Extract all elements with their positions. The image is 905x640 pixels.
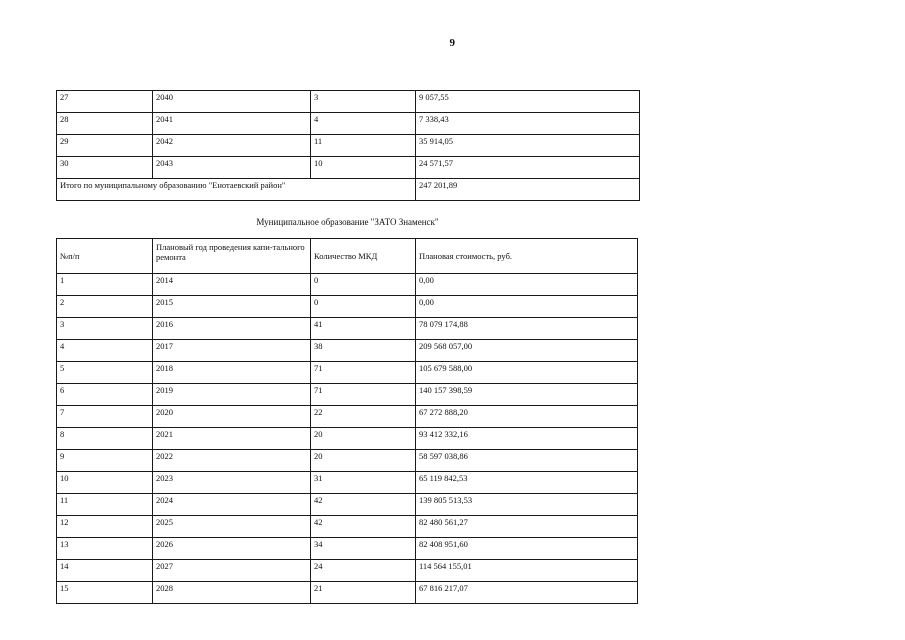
cell-building-count: 3	[311, 91, 416, 113]
cell-year: 2017	[153, 340, 311, 362]
cell-building-count: 42	[311, 494, 416, 516]
cell-building-count: 20	[311, 428, 416, 450]
cell-building-count: 20	[311, 450, 416, 472]
cell-year: 2014	[153, 274, 311, 296]
cell-cost: 35 914,05	[416, 135, 640, 157]
cell-year: 2022	[153, 450, 311, 472]
cell-number: 12	[57, 516, 153, 538]
cell-number: 9	[57, 450, 153, 472]
cell-year: 2019	[153, 384, 311, 406]
table-row	[57, 384, 638, 406]
table-row	[57, 516, 638, 538]
cell-cost: 209 568 057,00	[416, 340, 638, 362]
table-row	[57, 406, 638, 428]
cell-building-count: 0	[311, 296, 416, 318]
table-row	[57, 113, 640, 135]
cell-building-count: 22	[311, 406, 416, 428]
table-row	[57, 538, 638, 560]
cell-year: 2016	[153, 318, 311, 340]
header-planned-cost: Плановая стоимость, руб.	[416, 239, 638, 274]
cell-year: 2042	[153, 135, 311, 157]
cell-building-count: 71	[311, 384, 416, 406]
table-zato-znamensk	[56, 238, 638, 604]
cell-building-count: 24	[311, 560, 416, 582]
cell-year: 2021	[153, 428, 311, 450]
cell-cost: 140 157 398,59	[416, 384, 638, 406]
cell-cost: 9 057,55	[416, 91, 640, 113]
table-row	[57, 428, 638, 450]
cell-number: 3	[57, 318, 153, 340]
total-row	[57, 179, 640, 201]
cell-year: 2041	[153, 113, 311, 135]
table-row	[57, 494, 638, 516]
header-building-count: Количество МКД	[311, 239, 416, 274]
cell-year: 2043	[153, 157, 311, 179]
cell-cost: 0,00	[416, 274, 638, 296]
cell-cost: 58 597 038,86	[416, 450, 638, 472]
cell-cost: 114 564 155,01	[416, 560, 638, 582]
cell-number: 13	[57, 538, 153, 560]
cell-year: 2018	[153, 362, 311, 384]
cell-number: 27	[57, 91, 153, 113]
cell-number: 30	[57, 157, 153, 179]
cell-year: 2027	[153, 560, 311, 582]
table-enotaevsky-continued	[56, 90, 640, 201]
total-value: 247 201,89	[416, 179, 640, 201]
cell-year: 2015	[153, 296, 311, 318]
cell-building-count: 34	[311, 538, 416, 560]
cell-cost: 82 480 561,27	[416, 516, 638, 538]
cell-number: 8	[57, 428, 153, 450]
cell-year: 2028	[153, 582, 311, 604]
header-number: №п/п	[57, 239, 153, 274]
cell-number: 5	[57, 362, 153, 384]
table-row	[57, 582, 638, 604]
cell-number: 2	[57, 296, 153, 318]
table-row	[57, 296, 638, 318]
total-label: Итого по муниципальному образованию "Енотаевский район"	[57, 179, 416, 201]
cell-cost: 24 571,57	[416, 157, 640, 179]
table-row	[57, 362, 638, 384]
cell-year: 2040	[153, 91, 311, 113]
table-header-row	[57, 239, 638, 274]
cell-year: 2024	[153, 494, 311, 516]
cell-building-count: 4	[311, 113, 416, 135]
section-title: Муниципальное образование "ЗАТО Знаменск"	[256, 217, 439, 227]
cell-number: 1	[57, 274, 153, 296]
cell-cost: 139 805 513,53	[416, 494, 638, 516]
cell-cost: 65 119 842,53	[416, 472, 638, 494]
cell-number: 15	[57, 582, 153, 604]
table-row	[57, 472, 638, 494]
cell-cost: 82 408 951,60	[416, 538, 638, 560]
table-row	[57, 340, 638, 362]
page-number: 9	[449, 37, 456, 49]
cell-year: 2023	[153, 472, 311, 494]
table-row	[57, 157, 640, 179]
cell-number: 28	[57, 113, 153, 135]
cell-building-count: 31	[311, 472, 416, 494]
cell-cost: 67 816 217,07	[416, 582, 638, 604]
cell-number: 10	[57, 472, 153, 494]
table-row	[57, 135, 640, 157]
cell-building-count: 11	[311, 135, 416, 157]
cell-year: 2026	[153, 538, 311, 560]
cell-building-count: 38	[311, 340, 416, 362]
cell-building-count: 42	[311, 516, 416, 538]
cell-cost: 93 412 332,16	[416, 428, 638, 450]
table-row	[57, 560, 638, 582]
header-planned-year: Плановый год проведения капи-тального ремонта	[153, 239, 311, 274]
cell-building-count: 21	[311, 582, 416, 604]
cell-cost: 105 679 588,00	[416, 362, 638, 384]
cell-building-count: 41	[311, 318, 416, 340]
cell-number: 6	[57, 384, 153, 406]
table-row	[57, 318, 638, 340]
cell-number: 14	[57, 560, 153, 582]
cell-cost: 7 338,43	[416, 113, 640, 135]
cell-building-count: 71	[311, 362, 416, 384]
cell-year: 2025	[153, 516, 311, 538]
table-row	[57, 274, 638, 296]
cell-number: 7	[57, 406, 153, 428]
cell-year: 2020	[153, 406, 311, 428]
cell-building-count: 0	[311, 274, 416, 296]
cell-number: 29	[57, 135, 153, 157]
cell-number: 11	[57, 494, 153, 516]
cell-cost: 0,00	[416, 296, 638, 318]
cell-cost: 67 272 888,20	[416, 406, 638, 428]
table-row	[57, 450, 638, 472]
table-row	[57, 91, 640, 113]
cell-cost: 78 079 174,88	[416, 318, 638, 340]
cell-building-count: 10	[311, 157, 416, 179]
cell-number: 4	[57, 340, 153, 362]
